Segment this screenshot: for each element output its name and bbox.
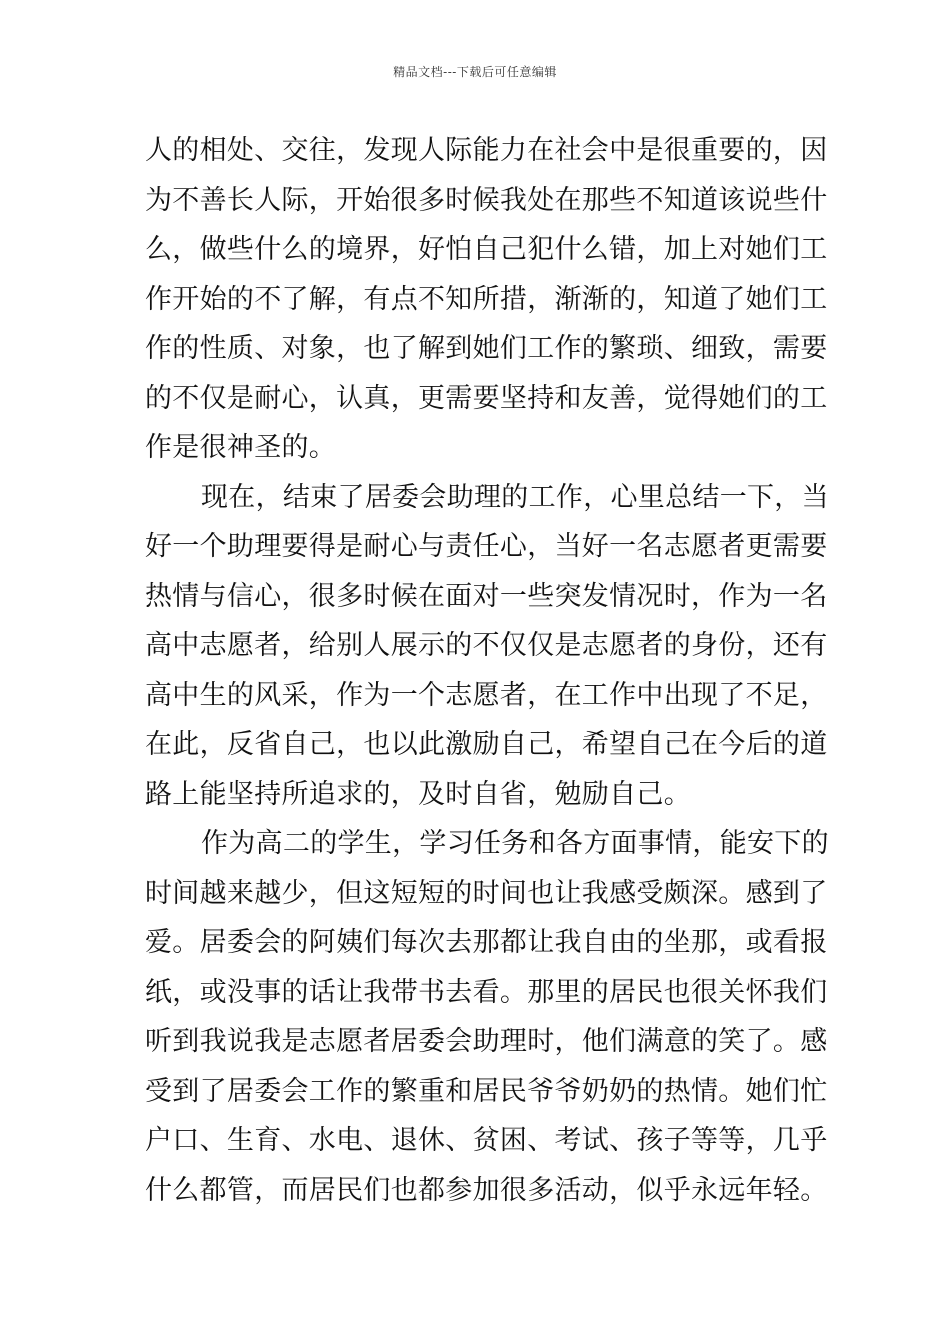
paragraph-2 xyxy=(145,473,829,820)
text-line: 现在，结束了居委会助理的工作，心里总结一下，当 xyxy=(201,481,829,513)
text-line: 户口、生育、水电、退休、贫困、考试、孩子等等，几乎 xyxy=(145,1125,828,1156)
text-line: 听到我说我是志愿者居委会助理时，他们满意的笑了。感 xyxy=(145,1026,828,1057)
text-line: 受到了居委会工作的繁重和居民爷爷奶奶的热情。她们忙 xyxy=(145,1075,828,1107)
text-line: 作开始的不了解，有点不知所措，渐渐的，知道了她们工 xyxy=(145,283,828,315)
text-line: 人的相处、交往，发现人际能力在社会中是很重要的，因 xyxy=(145,135,828,166)
text-line: 作的性质、对象，也了解到她们工作的繁琐、细致，需要 xyxy=(145,333,828,364)
text-line: 时间越来越少，但这短短的时间也让我感受颇深。感到了 xyxy=(145,877,828,909)
text-line: 纸，或没事的话让我带书去看。那里的居民也很关怀我们 xyxy=(145,976,828,1008)
text-line: 好一个助理要得是耐心与责任心，当好一名志愿者更需要 xyxy=(145,531,828,562)
text-line: 爱。居委会的阿姨们每次去那都让我自由的坐那，或看报 xyxy=(145,927,828,958)
text-line: 高中志愿者，给别人展示的不仅仅是志愿者的身份，还有 xyxy=(145,630,828,661)
text-line: 为不善长人际，开始很多时候我处在那些不知道该说些什 xyxy=(145,184,828,216)
text-line: 热情与信心，很多时候在面对一些突发情况时，作为一名 xyxy=(145,580,828,612)
text-line: 什么都管，而居民们也都参加很多活动，似乎永远年轻。 xyxy=(145,1174,828,1206)
paragraph-3 xyxy=(145,819,829,1215)
text-line: 路上能坚持所追求的，及时自省，勉励自己。 xyxy=(145,778,691,810)
paragraph-1 xyxy=(145,126,828,473)
text-line: 在此，反省自己，也以此激励自己，希望自己在今后的道 xyxy=(145,729,828,760)
document-body xyxy=(145,126,829,1215)
text-line: 的不仅是耐心，认真，更需要坚持和友善，觉得她们的工 xyxy=(145,382,828,414)
text-line: 作是很神圣的。 xyxy=(145,432,337,463)
text-line: 么，做些什么的境界，好怕自己犯什么错，加上对她们工 xyxy=(145,234,828,265)
text-line: 高中生的风采，作为一个志愿者，在工作中出现了不足， xyxy=(145,679,828,711)
text-line: 作为高二的学生，学习任务和各方面事情，能安下的 xyxy=(201,828,829,859)
page-header: 精品文档---下载后可任意编辑 xyxy=(393,65,557,79)
